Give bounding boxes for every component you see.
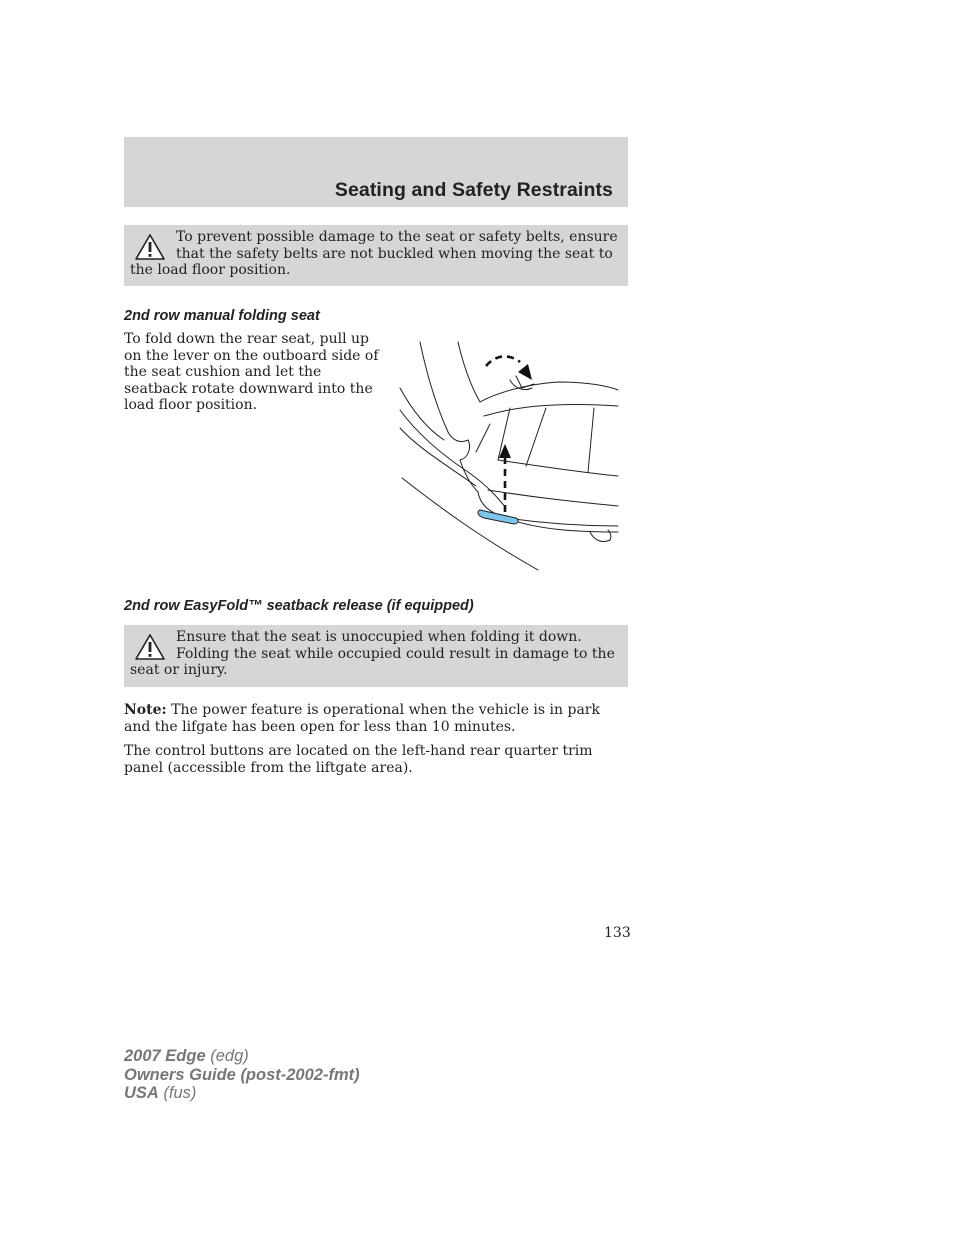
section-heading-easyfold: 2nd row EasyFold™ seatback release (if equipped) bbox=[124, 598, 474, 614]
warning-text: Ensure that the seat is unoccupied when folding it down. Folding the seat while occupied could result in damage to the seat or injury. bbox=[130, 629, 615, 678]
footer-model-code: (edg) bbox=[205, 1047, 249, 1065]
manual-folding-instructions: To fold down the rear seat, pull up on the lever on the outboard side of the seat cushion and let the seatback rotate downward into the load floor position. bbox=[124, 331, 379, 413]
section-heading-manual-folding: 2nd row manual folding seat bbox=[124, 308, 320, 324]
footer-market: USA bbox=[124, 1084, 159, 1102]
document-footer bbox=[124, 1047, 360, 1103]
footer-line-market bbox=[124, 1084, 360, 1103]
page-number: 133 bbox=[604, 925, 631, 941]
footer-line-guide bbox=[124, 1066, 360, 1085]
warning-text: To prevent possible damage to the seat or safety belts, ensure that the safety belts are not buckled when moving the seat to the load floor position. bbox=[130, 229, 618, 278]
seat-lever-illustration bbox=[398, 340, 620, 572]
note-label: Note: bbox=[124, 702, 167, 718]
warning-triangle-icon bbox=[134, 233, 166, 261]
control-buttons-paragraph: The control buttons are located on the left-hand rear quarter trim panel (accessible from the liftgate area). bbox=[124, 743, 593, 776]
seat-lever-highlight bbox=[478, 510, 518, 524]
warning-triangle-icon bbox=[134, 633, 166, 661]
warning-box bbox=[124, 225, 628, 286]
section-header-band bbox=[124, 137, 628, 207]
footer-model: 2007 Edge bbox=[124, 1047, 206, 1065]
warning-box bbox=[124, 625, 628, 687]
section-title: Seating and Safety Restraints bbox=[334, 179, 613, 201]
note-paragraph bbox=[124, 702, 628, 735]
note-text: The power feature is operational when the vehicle is in park and the lifgate has been open for less than 10 minutes. bbox=[124, 702, 600, 735]
footer-guide: Owners Guide (post-2002-fmt) bbox=[124, 1065, 360, 1084]
footer-line-model bbox=[124, 1047, 360, 1066]
footer-market-code: (fus) bbox=[158, 1084, 197, 1102]
